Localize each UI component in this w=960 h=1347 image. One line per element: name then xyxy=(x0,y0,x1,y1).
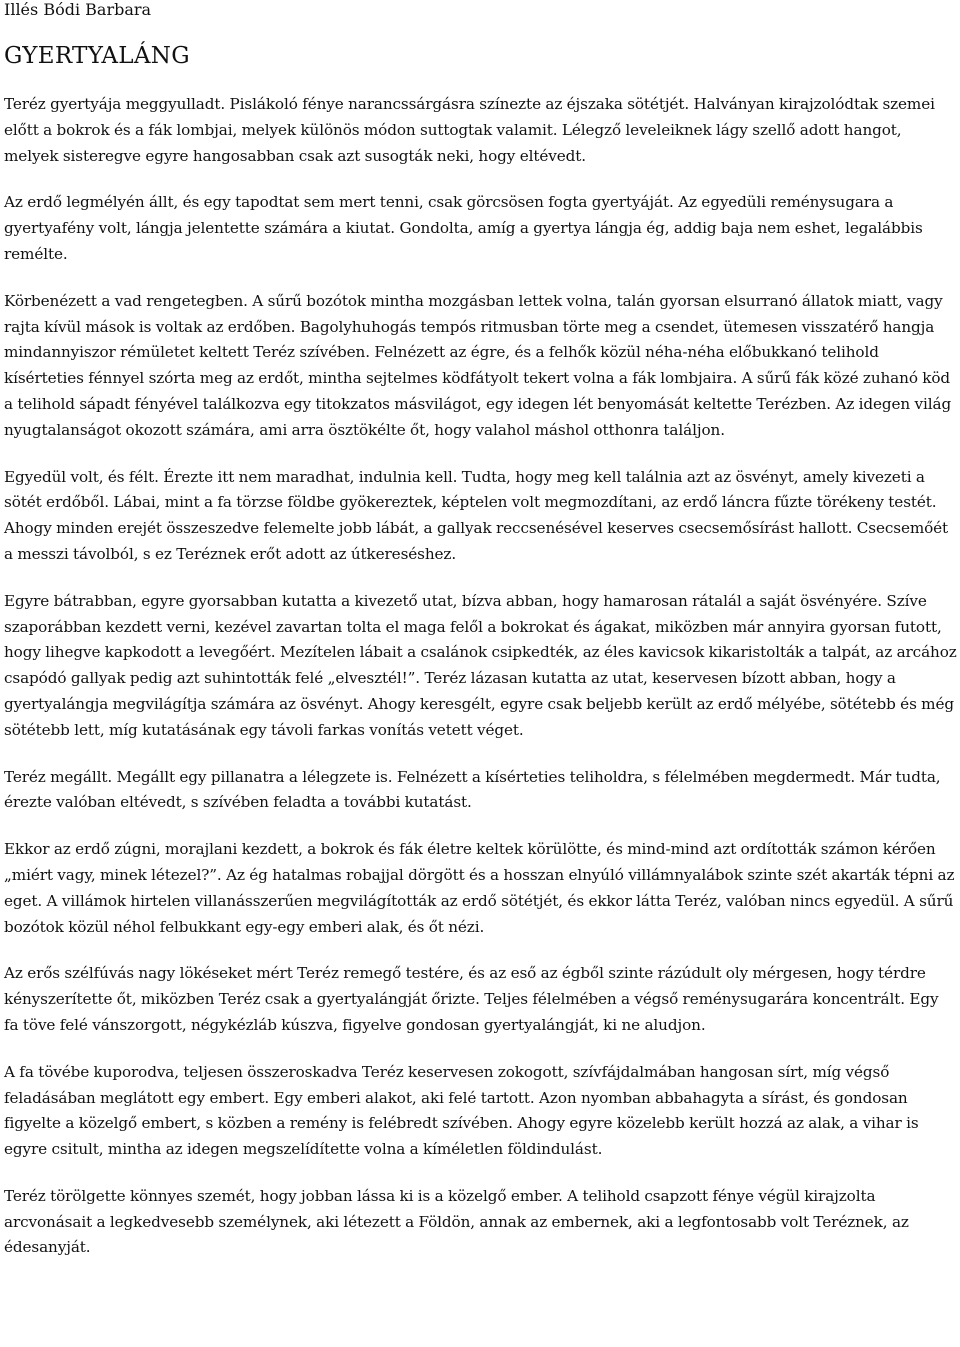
story-title: GYERTYALÁNG xyxy=(4,43,190,69)
author-name: Illés Bódi Barbara xyxy=(4,0,152,19)
paragraph-4: Egyedül volt, és félt. Érezte itt nem maradhat, indulnia kell. Tudta, hogy meg kell találnia azt az ösvényt, amely kivezeti a sötét erdőből. Lábai, mint a fa törzse földbe gyökereztek, képtelen volt megmozdítani, az erdő láncra fűzte törékeny testét. Ahogy minden erejét összeszedve felemelte jobb lábát, a gallyak reccsenésével keserves csecsemősírást hallott. Csecsemőét a messzi távolból, s ez Teréznek erőt adott az útkereséshez. xyxy=(4,467,949,563)
document-page xyxy=(4,0,957,1282)
paragraph-5: Egyre bátrabban, egyre gyorsabban kutatta a kivezető utat, bízva abban, hogy hamarosan rátalál a saját ösvényére. Szíve szaporábban kezdett verni, kezével zavartan tolta el maga felől a bokrokat és ágakat, miközben már annyira gyorsan futott, hogy lihegve kapkodott a levegőért. Mezítelen lábait a csalánok csipkedték, az éles kavicsok kikaristolták a talpát, az arcához csapódó gallyak pedig azt suhintották felé „elvesztél!”. Teréz lázasan kutatta az utat, keservesen bízott abban, hogy a gyertyalángja megvilágítja számára az ösvényt. Ahogy keresgélt, egyre csak beljebb került az erdő mélyébe, sötétebb és még sötétebb lett, míg kutatásának egy távoli farkas vonítás vetett véget. xyxy=(4,591,957,739)
paragraph-7: Ekkor az erdő zúgni, morajlani kezdett, a bokrok és fák életre keltek körülötte, és mind-mind azt ordították számon kérően „miért vagy, minek létezel?”. Az ég hatalmas robajjal dörgött és a hosszan elnyúló villámnyalábok szinte szét akarták tépni az eget. A villámok hirtelen villanásszerűen megvilágították az erdő sötétjét, és ekkor látta Teréz, valóban nincs egyedül. A sűrű bozótok közül néhol felbukkant egy-egy emberi alak, és őt nézi. xyxy=(4,840,955,936)
paragraph-8: Az erős szélfúvás nagy lökéseket mért Teréz remegő testére, és az eső az égből szinte rázúdult oly mérgesen, hogy térdre kényszerítette őt, miközben Teréz csak a gyertyalángját őrizte. Teljes félelmében a végső reménysugarára koncentrált. Egy fa töve felé vánszorgott, négykézláb kúszva, figyelve gondosan gyertyalángját, ki ne aludjon. xyxy=(4,964,939,1034)
paragraph-6: Teréz megállt. Megállt egy pillanatra a lélegzete is. Felnézett a kísérteties teliholdra, s félelmében megdermedt. Már tudta, érezte valóban eltévedt, s szívében feladta a további kutatást. xyxy=(4,767,941,812)
paragraph-2: Az erdő legmélyén állt, és egy tapodtat sem mert tenni, csak görcsösen fogta gyertyáját. Az egyedüli reménysugara a gyertyafény volt, lángja jelentette számára a kiutat. Gondolta, amíg a gyertya lángja ég, addig baja nem eshet, legalábbis remélte. xyxy=(4,193,923,263)
paragraph-3: Körbenézett a vad rengetegben. A sűrű bozótok mintha mozgásban lettek volna, talán gyorsan elsurranó állatok miatt, vagy rajta kívül mások is voltak az erdőben. Bagolyhuhogás tempós ritmusban törte meg a csendet, ütemesen visszatérő hangja mindannyiszor rémületet keltett Teréz szívében. Felnézett az égre, és a felhők közül néha-néha előbukkanó telihold kísérteties fénnyel szórta meg az erdőt, mintha sejtelmes ködfátyolt tekert volna a fák lombjaira. A sűrű fák közé zuhanó köd a telihold sápadt fényével találkozva egy titokzatos másvilágot, egy idegen lét benyomását keltette Terézben. Az idegen világ nyugtalanságot okozott számára, ami arra ösztökélte őt, hogy valahol máshol otthonra találjon. xyxy=(4,291,952,439)
paragraph-10: Teréz törölgette könnyes szemét, hogy jobban lássa ki is a közelgő ember. A telihold csapzott fénye végül kirajzolta arcvonásait a legkedvesebb személynek, aki létezett a Földön, annak az embernek, aki a legfontosabb volt Teréznek, az édesanyját. xyxy=(4,1186,909,1257)
paragraph-9: A fa tövébe kuporodva, teljesen összeroskadva Teréz keservesen zokogott, szívfájdalmában hangosan sírt, míg végső feladásában meglátott egy embert. Egy emberi alakot, aki felé tartott. Azon nyomban abbahagyta a sírást, és gondosan figyelte a közelgő embert, s közben a remény is felébredt szívében. Ahogy egyre közelebb került hozzá az alak, a vihar is egyre csitult, mintha az idegen megszelídítette volna a kíméletlen földindulást. xyxy=(4,1062,919,1159)
paragraph-1: Teréz gyertyája meggyulladt. Pislákoló fénye narancssárgásra színezte az éjszaka sötétjét. Halványan kirajzolódtak szemei előtt a bokrok és a fák lombjai, melyek különös módon suttogtak valamit. Lélegző leveleiknek lágy szellő adott hangot, melyek sisteregve egyre hangosabban csak azt susogták neki, hogy eltévedt. xyxy=(4,95,935,165)
story-body xyxy=(4,92,957,1261)
